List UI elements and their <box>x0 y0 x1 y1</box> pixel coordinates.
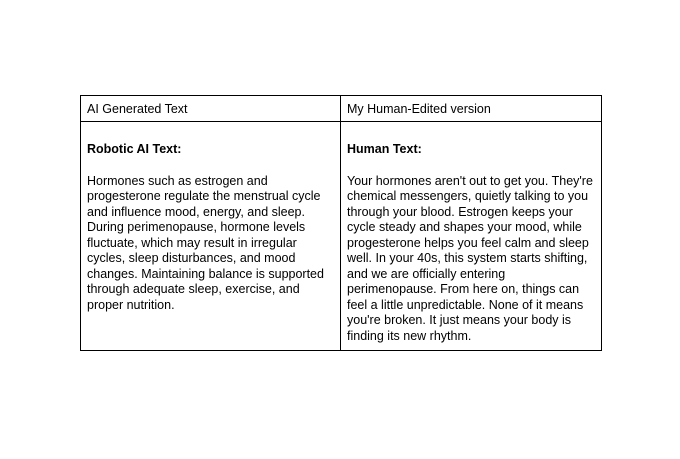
header-cell-human: My Human-Edited version <box>341 96 602 122</box>
comparison-table <box>80 95 602 351</box>
table-header-row <box>81 96 602 122</box>
ai-text-paragraph: Hormones such as estrogen and progesterone regulate the menstrual cycle and influence mood, energy, and sleep. During perimenopause, hormone levels fluctuate, which may result in irregular cycles, sleep disturbances, and mood changes. Maintaining balance is supported through adequate sleep, exercise, and proper nutrition. <box>87 173 324 312</box>
human-text-heading: Human Text: <box>347 142 422 156</box>
table-body-row <box>81 122 602 351</box>
cell-human-text <box>341 122 602 351</box>
cell-ai-text <box>81 122 341 351</box>
human-text-paragraph: Your hormones aren't out to get you. They're chemical messengers, quietly talking to you through your blood. Estrogen keeps your cycle steady and shapes your mood, while progesterone helps you feel calm and sleep well. In your 40s, this system starts shifting, and we are officially entering perimenopause. From here on, things can feel a little unpredictable. None of it means you're broken. It just means your body is finding its new rhythm. <box>347 173 593 343</box>
header-cell-ai: AI Generated Text <box>81 96 341 122</box>
ai-text-heading: Robotic AI Text: <box>87 142 182 156</box>
